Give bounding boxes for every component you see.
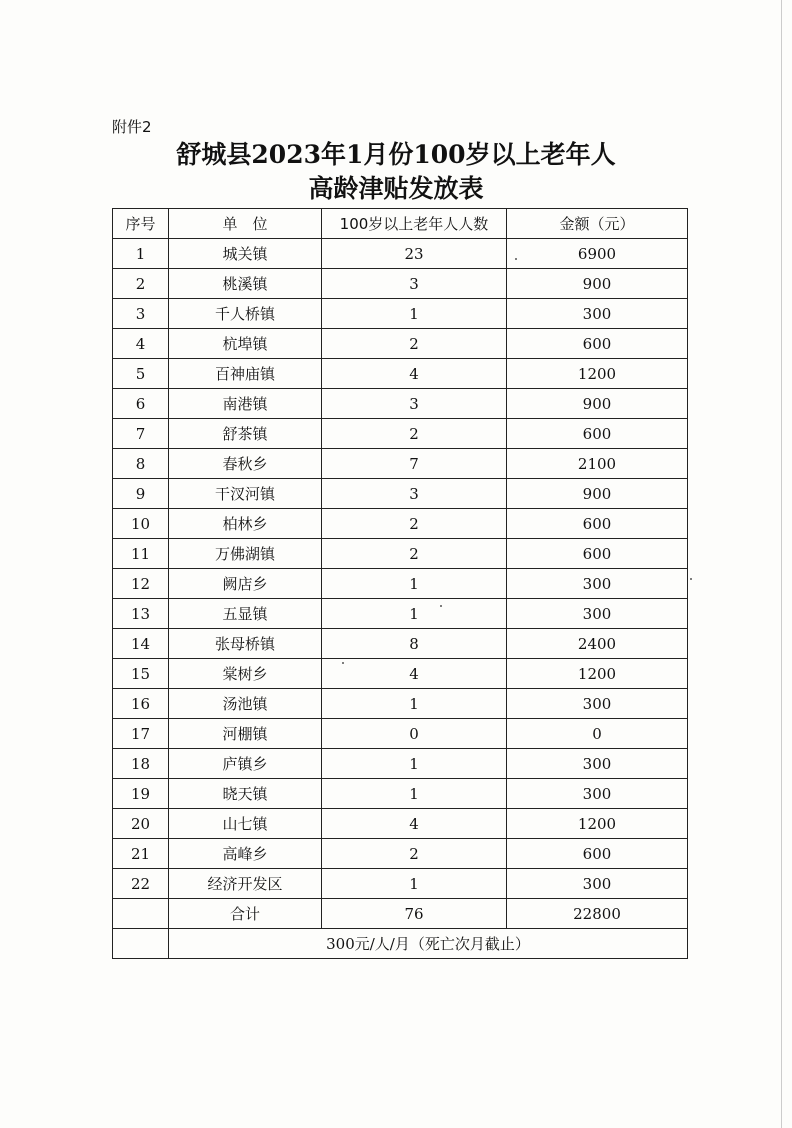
table-row: [113, 299, 688, 329]
row-amount: 2400: [507, 629, 688, 659]
document-title-line-1: 舒城县2023年1月份100岁以上老年人: [176, 140, 616, 169]
row-amount: 6900: [507, 239, 688, 269]
row-index: 16: [113, 689, 169, 719]
row-count: 1: [322, 569, 507, 599]
row-unit: 五显镇: [169, 599, 322, 629]
row-count: 2: [322, 329, 507, 359]
row-amount: 300: [507, 599, 688, 629]
row-unit: 城关镇: [169, 239, 322, 269]
header-count: 100岁以上老年人人数: [322, 209, 507, 239]
table-row: [113, 659, 688, 689]
row-unit: 万佛湖镇: [169, 539, 322, 569]
row-amount: 300: [507, 869, 688, 899]
row-unit: 汤池镇: [169, 689, 322, 719]
scan-edge-line: [781, 0, 782, 1128]
row-unit: 高峰乡: [169, 839, 322, 869]
row-unit: 春秋乡: [169, 449, 322, 479]
total-count: 76: [322, 899, 507, 929]
note-empty-cell: [113, 929, 169, 959]
row-count: 4: [322, 809, 507, 839]
row-amount: 1200: [507, 659, 688, 689]
table-row: [113, 599, 688, 629]
row-count: 1: [322, 749, 507, 779]
row-amount: 0: [507, 719, 688, 749]
row-index: 1: [113, 239, 169, 269]
attachment-label: 附件2: [112, 118, 152, 136]
row-amount: 600: [507, 509, 688, 539]
table-row: [113, 539, 688, 569]
table-row: [113, 479, 688, 509]
row-count: 2: [322, 419, 507, 449]
row-index: 20: [113, 809, 169, 839]
row-amount: 2100: [507, 449, 688, 479]
row-index: 6: [113, 389, 169, 419]
row-unit: 桃溪镇: [169, 269, 322, 299]
row-index: 18: [113, 749, 169, 779]
row-index: 7: [113, 419, 169, 449]
row-amount: 900: [507, 479, 688, 509]
row-unit: 经济开发区: [169, 869, 322, 899]
table-row: [113, 629, 688, 659]
total-row: [113, 899, 688, 929]
header-row: [113, 209, 688, 239]
row-index: 4: [113, 329, 169, 359]
row-amount: 300: [507, 779, 688, 809]
row-index: 5: [113, 359, 169, 389]
row-amount: 900: [507, 269, 688, 299]
row-index: 13: [113, 599, 169, 629]
row-index: 17: [113, 719, 169, 749]
table-row: [113, 779, 688, 809]
table-row: [113, 419, 688, 449]
row-index: 9: [113, 479, 169, 509]
row-amount: 300: [507, 299, 688, 329]
row-count: 8: [322, 629, 507, 659]
row-unit: 阙店乡: [169, 569, 322, 599]
table-row: [113, 749, 688, 779]
row-index: 19: [113, 779, 169, 809]
row-unit: 千人桥镇: [169, 299, 322, 329]
row-amount: 300: [507, 749, 688, 779]
table-row: [113, 809, 688, 839]
row-count: 1: [322, 689, 507, 719]
row-unit: 干汊河镇: [169, 479, 322, 509]
row-amount: 300: [507, 569, 688, 599]
row-index: 14: [113, 629, 169, 659]
row-index: 10: [113, 509, 169, 539]
table-row: [113, 269, 688, 299]
row-unit: 张母桥镇: [169, 629, 322, 659]
row-index: 3: [113, 299, 169, 329]
row-amount: 1200: [507, 359, 688, 389]
table-row: [113, 359, 688, 389]
table-row: [113, 689, 688, 719]
row-count: 2: [322, 509, 507, 539]
header-amount: 金额（元）: [507, 209, 688, 239]
row-count: 23: [322, 239, 507, 269]
row-count: 1: [322, 299, 507, 329]
row-amount: 900: [507, 389, 688, 419]
table-row: [113, 329, 688, 359]
row-unit: 晓天镇: [169, 779, 322, 809]
total-empty-cell: [113, 899, 169, 929]
scan-speck: [440, 605, 442, 607]
row-count: 3: [322, 479, 507, 509]
note-row: [113, 929, 688, 959]
table-row: [113, 449, 688, 479]
table-row: [113, 389, 688, 419]
row-count: 7: [322, 449, 507, 479]
row-count: 1: [322, 869, 507, 899]
row-unit: 柏林乡: [169, 509, 322, 539]
row-amount: 300: [507, 689, 688, 719]
row-unit: 杭埠镇: [169, 329, 322, 359]
row-unit: 南港镇: [169, 389, 322, 419]
header-index: 序号: [113, 209, 169, 239]
row-unit: 棠树乡: [169, 659, 322, 689]
row-index: 11: [113, 539, 169, 569]
row-amount: 600: [507, 329, 688, 359]
row-index: 8: [113, 449, 169, 479]
table-row: [113, 239, 688, 269]
table-row: [113, 569, 688, 599]
row-count: 2: [322, 839, 507, 869]
total-label: 合计: [169, 899, 322, 929]
row-count: 3: [322, 389, 507, 419]
row-amount: 600: [507, 539, 688, 569]
row-index: 21: [113, 839, 169, 869]
row-index: 12: [113, 569, 169, 599]
table-row: [113, 719, 688, 749]
row-amount: 600: [507, 419, 688, 449]
row-count: 4: [322, 359, 507, 389]
row-unit: 舒茶镇: [169, 419, 322, 449]
total-amount: 22800: [507, 899, 688, 929]
row-count: 1: [322, 779, 507, 809]
row-index: 22: [113, 869, 169, 899]
row-count: 0: [322, 719, 507, 749]
row-count: 3: [322, 269, 507, 299]
header-unit: 单 位: [169, 209, 322, 239]
row-unit: 庐镇乡: [169, 749, 322, 779]
subsidy-table: [112, 208, 688, 959]
table-row: [113, 869, 688, 899]
row-unit: 山七镇: [169, 809, 322, 839]
document-title-line-2: 高龄津贴发放表: [308, 174, 484, 203]
row-index: 15: [113, 659, 169, 689]
row-amount: 1200: [507, 809, 688, 839]
note-text: 300元/人/月（死亡次月截止）: [169, 929, 688, 959]
row-count: 2: [322, 539, 507, 569]
table-row: [113, 839, 688, 869]
scan-speck: [342, 662, 344, 664]
row-count: 4: [322, 659, 507, 689]
row-unit: 百神庙镇: [169, 359, 322, 389]
scan-speck: [515, 258, 517, 260]
row-count: 1: [322, 599, 507, 629]
row-amount: 600: [507, 839, 688, 869]
scan-speck: [690, 578, 692, 580]
table-row: [113, 509, 688, 539]
row-index: 2: [113, 269, 169, 299]
row-unit: 河棚镇: [169, 719, 322, 749]
